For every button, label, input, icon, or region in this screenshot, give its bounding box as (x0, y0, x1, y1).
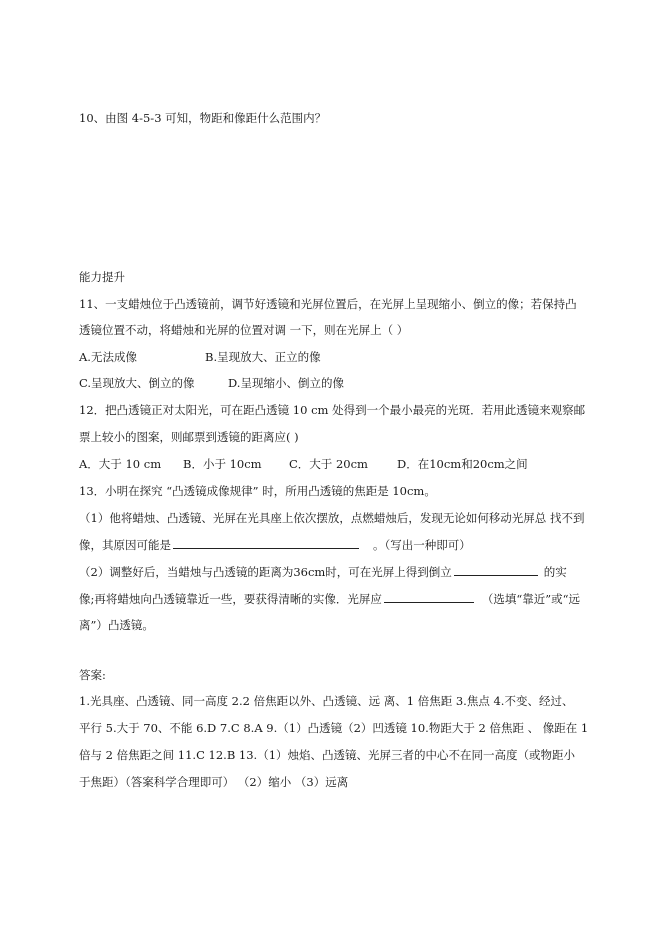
text-segment: （选填“靠近”或“远 (481, 592, 581, 606)
option-a: A．大于 10 cm (79, 457, 162, 471)
answers-line-3: 倍与 2 倍焦距之间 11.C 12.B 13.（1）烛焰、凸透镜、光屏三者的中心不在同一高度（或物距小 (79, 748, 576, 762)
text-segment: 的实 (543, 565, 567, 579)
question-11-options-row-1 (79, 349, 321, 365)
question-12-line-2: 票上较小的图案，则邮票到透镜的距离应( ) (79, 430, 299, 444)
option-a: A.无法成像 (79, 350, 137, 364)
option-d: D．在10cm和20cm之间 (397, 457, 528, 471)
question-12-line-1: 12．把凸透镜正对太阳光，可在距凸透镜 10 cm 处得到一个最小最亮的光斑．若用此透镜来观察邮 (79, 403, 586, 417)
text-segment: 像，其原因可能是 (79, 538, 171, 552)
question-11-line-2: 透镜位置不动，将蜡烛和光屏的位置对调 一下，则在光屏上（ ） (79, 323, 409, 337)
question-13-part-1-line-1: （1）他将蜡烛、凸透镜、光屏在光具座上依次摆放，点燃蜡烛后，发现无论如何移动光屏总 找不到 (79, 511, 585, 525)
question-12-options (79, 456, 528, 472)
question-13-line-1: 13．小明在探究 “凸透镜成像规律” 时，所用凸透镜的焦距是 10cm。 (79, 484, 436, 498)
answers-title: 答案: (79, 668, 106, 682)
question-13-part-2-line-2 (79, 590, 580, 607)
answer-blank[interactable] (454, 563, 538, 576)
question-11-options-row-2 (79, 375, 344, 391)
question-13-part-2-line-3: 离”）凸透镜。 (79, 618, 154, 632)
question-10: 10、由图 4-5-3 可知，物距和像距什么范围内？ (79, 111, 327, 125)
option-b: B.呈现放大、正立的像 (205, 350, 321, 364)
option-b: B．小于 10cm (183, 457, 262, 471)
text-segment: 。（写出一种即可） (373, 538, 471, 552)
answer-blank[interactable] (173, 536, 359, 549)
question-13-part-2-line-1 (79, 563, 567, 580)
option-c: C．大于 20cm (289, 457, 368, 471)
section-title: 能力提升 (79, 270, 125, 284)
answer-blank[interactable] (384, 590, 474, 603)
text-segment: 像;再将蜡烛向凸透镜靠近一些，要获得清晰的实像．光屏应 (79, 592, 382, 606)
text-segment: （2）调整好后，当蜡烛与凸透镜的距离为36cm时，可在光屏上得到倒立 (79, 565, 452, 579)
option-d: D.呈现缩小、倒立的像 (228, 376, 344, 390)
question-13-part-1-line-2 (79, 536, 471, 553)
answers-line-1: 1.光具座、凸透镜、同一高度 2.2 倍焦距以外、凸透镜、远 离、1 倍焦距 3.焦点 4.不变、经过、 (79, 694, 574, 708)
answers-line-2: 平行 5.大于 70、不能 6.D 7.C 8.A 9.（1）凸透镜（2）凹透镜 10.物距大于 2 倍焦距 、 像距在 1 (79, 721, 589, 735)
question-11-line-1: 11、一支蜡烛位于凸透镜前，调节好透镜和光屏位置后，在光屏上呈现缩小、倒立的像；若保持凸 (79, 297, 577, 311)
option-c: C.呈现放大、倒立的像 (79, 376, 195, 390)
answers-line-4: 于焦距）（答案科学合理即可） （2）缩小 （3）远离 (79, 775, 349, 789)
